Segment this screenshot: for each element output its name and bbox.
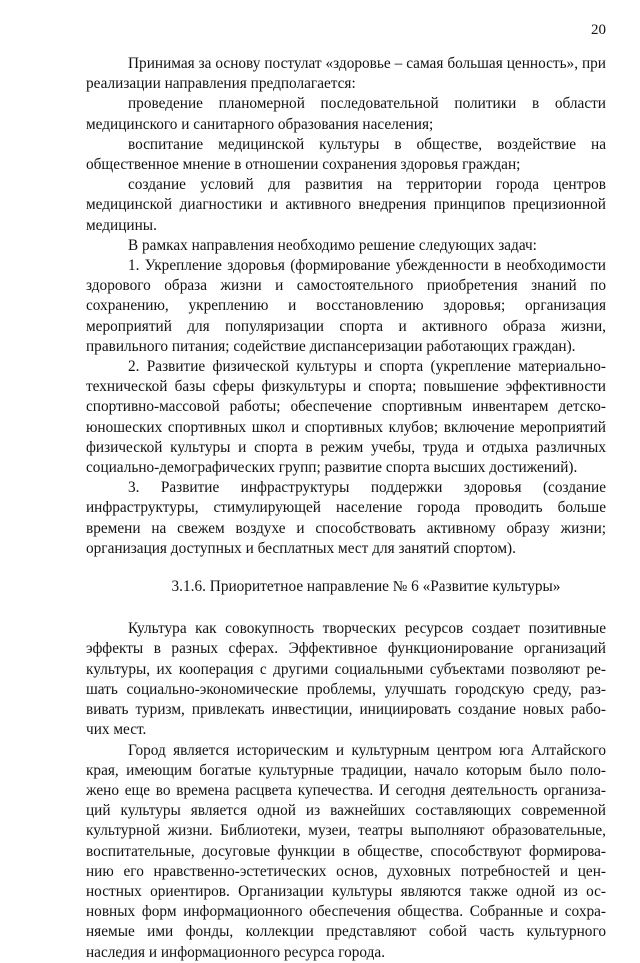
paragraph-item-education: проведение планомерной последовательной политики в области медицинского и санитарного образования населения; xyxy=(86,95,606,133)
paragraph-task-1: 1. Укрепление здоровья (формирование убежденности в необходимости здорового образа жизни и самостоятельного приобретения знаний по сохранению, укреплению и восстановлению здоровья; организация мероприятий для популяризации спорта и активного образа жизни, правильного питания; содействие диспансеризации работающих граждан). xyxy=(86,257,606,355)
paragraph-task-3: 3. Развитие инфраструктуры поддержки здоровья (создание инфраструктуры, стимулирующей население города проводить больше времени на свежем воздухе и способствовать активному образу жизни; организация доступных и бесплатных мест для занятий спортом). xyxy=(86,479,606,557)
page-number: 20 xyxy=(591,22,606,38)
paragraph-culture-2: Город является историческим и культурным центром юга Алтайского края, имеющим богатые культурные традиции, начало которым было поло-жено еще во времена расцвета купечества. И сегодня деятельность организа-ций культуры является одной из важнейших составляющих современной культурной жизни. Библиотеки, музеи, театры выполняют образовательные, воспитательные, досуговые функции в обществе, способствуют формирова-нию его нравственно-эстетических основ, духовных потребностей и цен-ностных ориентиров. Организации культуры являются также одной из ос-новных форм информационного обеспечения общества. Собранные и сохра-няемые ими фонды, коллекции представляют собой часть культурного наследия и информационного ресурса города. xyxy=(86,741,606,961)
paragraph-item-culture: воспитание медицинской культуры в обществе, воздействие на общественное мнение в отношении сохранения здоровья граждан; xyxy=(86,135,606,174)
paragraph-item-diagnostics: создание условий для развития на территории города центров медицинской диагностики и активного внедрения принципов прецизионной медицины. xyxy=(86,176,606,234)
paragraph-tasks-intro: В рамках направления необходимо решение следующих задач: xyxy=(128,236,537,254)
page-content xyxy=(86,54,606,963)
paragraph-task-2: 2. Развитие физической культуры и спорта (укрепление материально-технической базы сферы физкультуры и спорта; повышение эффективности спортивно-массовой работы; обеспечение спортивным инвентарем детско-юношеских спортивных школ и спортивных клубов; включение мероприятий физической культуры и спорта в режим учебы, труда и отдыха различных социально-демографических групп; развитие спорта высших достижений). xyxy=(86,358,606,477)
section-heading: 3.1.6. Приоритетное направление № 6 «Развитие культуры» xyxy=(171,578,561,596)
paragraph-intro: Принимая за основу постулат «здоровье – самая большая ценность», при реализации направления предполагается: xyxy=(86,55,606,93)
paragraph-culture-1: Культура как совокупность творческих ресурсов создает позитивные эффекты в разных сферах. Эффективное функционирование организаций культуры, их кооперация с другими социальными субъектами позволяют ре-шать социально-экономические проблемы, улучшать городскую среду, раз-вивать туризм, привлекать инвестиции, инициировать создание новых рабо-чих мест. xyxy=(86,620,606,739)
